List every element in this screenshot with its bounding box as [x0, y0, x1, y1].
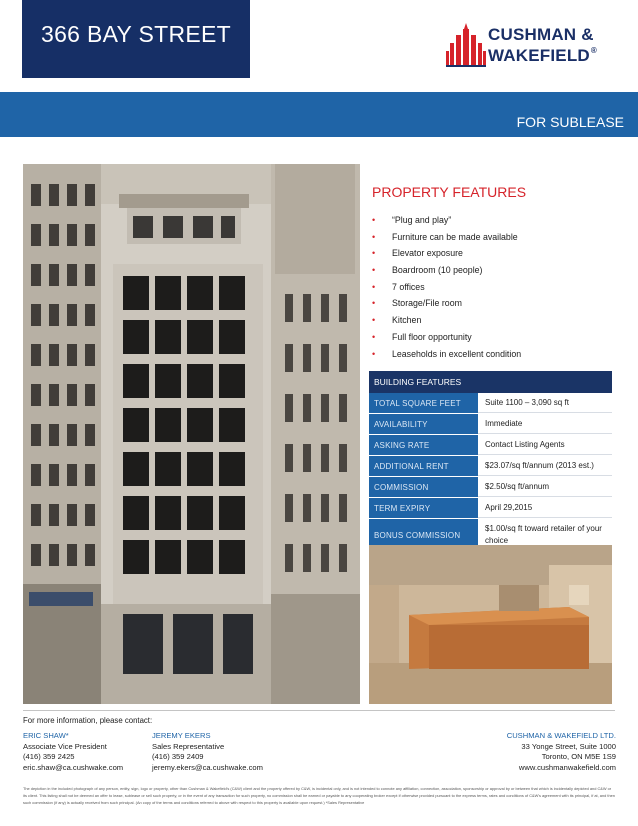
- contact-email[interactable]: jeremy.ekers@ca.cushwake.com: [152, 763, 263, 773]
- list-item: • Full floor opportunity: [372, 329, 521, 346]
- row-value: $1.00/sq ft toward retailer of your choice: [478, 519, 612, 551]
- sublease-label: FOR SUBLEASE: [516, 114, 624, 130]
- interior-photo-illustration: [369, 545, 612, 704]
- disclaimer-text: The depiction in the included photograph of any person, entity, sign, logo or property, other than Cushman & Wakefield's (C&W) client and the property offered by C&W, is incidental only, and is not intended to connote any affiliation, connection, association, sponsorship or approval by or between that which is incidentally depicted and C&W or its client. This listing shall not be deemed an offer to lease, sublease or sell such property, or in the event of any transaction for such property, no commission shall be earned or payable to any cooperating broker except if otherwise provided pursuant to the express terms, rates and conditions of C&W's agreement with its principal, if at, and then such commission (if any) is actually received from such principal. (An copy of the terms and conditions referred to above with respect to this property is available upon request.) *Sales Representative: [23, 786, 615, 805]
- row-label: TERM EXPIRY: [369, 498, 478, 518]
- row-value: Contact Listing Agents: [478, 435, 612, 455]
- office-website[interactable]: www.cushmanwakefield.com: [518, 763, 616, 773]
- office-address-line2: Toronto, ON M5E 1S9: [541, 752, 616, 762]
- bullet: •: [372, 231, 376, 242]
- title-banner: [22, 0, 250, 78]
- bullet: •: [372, 331, 376, 342]
- row-label: COMMISSION: [369, 477, 478, 497]
- logo-text-line1: CUSHMAN &: [488, 25, 594, 44]
- row-value: April 29,2015: [478, 498, 612, 518]
- building-photo: [23, 164, 360, 704]
- bullet: •: [372, 265, 376, 276]
- property-features-title: PROPERTY FEATURES: [372, 184, 527, 200]
- table-row: [369, 393, 612, 414]
- row-label: BONUS COMMISSION: [369, 519, 478, 551]
- cushman-wakefield-logo: [446, 21, 632, 81]
- table-row: [369, 435, 612, 456]
- list-item: • Elevator exposure: [372, 245, 521, 262]
- bullet: •: [372, 298, 376, 309]
- registered-mark: ®: [590, 46, 598, 55]
- contact-email[interactable]: eric.shaw@ca.cushwake.com: [23, 763, 124, 773]
- building-features-table: [369, 371, 612, 552]
- list-item: • “Plug and play”: [372, 212, 521, 229]
- building-features-title: BUILDING FEATURES: [369, 371, 612, 393]
- contact-phone: (416) 359 2425: [23, 752, 75, 762]
- property-features-list: [372, 212, 521, 362]
- bullet: •: [372, 348, 376, 359]
- contact-card: [152, 731, 263, 774]
- footer-divider: [23, 710, 615, 711]
- bullet: •: [372, 315, 376, 326]
- bullet: •: [372, 281, 376, 292]
- interior-photo: [369, 545, 612, 704]
- logo-text-line2: WAKEFIELD®: [488, 46, 598, 65]
- row-value: $2.50/sq ft/annum: [478, 477, 612, 497]
- table-row: [369, 498, 612, 519]
- contact-title: Associate Vice President: [23, 741, 107, 751]
- office-address-line1: 33 Yonge Street, Suite 1000: [521, 741, 616, 751]
- table-row: [369, 477, 612, 498]
- contact-title: Sales Representative: [152, 741, 225, 751]
- list-item: • Kitchen: [372, 312, 521, 329]
- contact-name: ERIC SHAW*: [23, 731, 69, 740]
- list-item: • Storage/File room: [372, 295, 521, 312]
- bullet: •: [372, 248, 376, 259]
- table-row: [369, 456, 612, 477]
- contact-card: [23, 731, 123, 774]
- contact-name: JEREMY EKERS: [152, 731, 211, 740]
- contact-phone: (416) 359 2409: [152, 752, 204, 762]
- row-value: Suite 1100 – 3,090 sq ft: [478, 393, 612, 413]
- row-label: AVAILABILITY: [369, 414, 478, 434]
- office-address: [507, 731, 616, 774]
- list-item: • Furniture can be made available: [372, 229, 521, 246]
- more-info-text: For more information, please contact:: [23, 716, 153, 725]
- building-photo-illustration: [23, 164, 360, 704]
- page-title: 366 BAY STREET: [41, 21, 231, 47]
- list-item: • Boardroom (10 people): [372, 262, 521, 279]
- row-label: ADDITIONAL RENT: [369, 456, 478, 476]
- row-label: ASKING RATE: [369, 435, 478, 455]
- row-value: Immediate: [478, 414, 612, 434]
- sublease-band: [0, 92, 638, 137]
- row-label: TOTAL SQUARE FEET: [369, 393, 478, 413]
- bullet: •: [372, 215, 376, 225]
- row-value: $23.07/sq ft/annum (2013 est.): [478, 456, 612, 476]
- list-item: • 7 offices: [372, 279, 521, 296]
- building-mark-icon: [446, 21, 486, 67]
- office-name: CUSHMAN & WAKEFIELD LTD.: [506, 731, 616, 740]
- table-row: [369, 414, 612, 435]
- list-item: • Leaseholds in excellent condition: [372, 346, 521, 363]
